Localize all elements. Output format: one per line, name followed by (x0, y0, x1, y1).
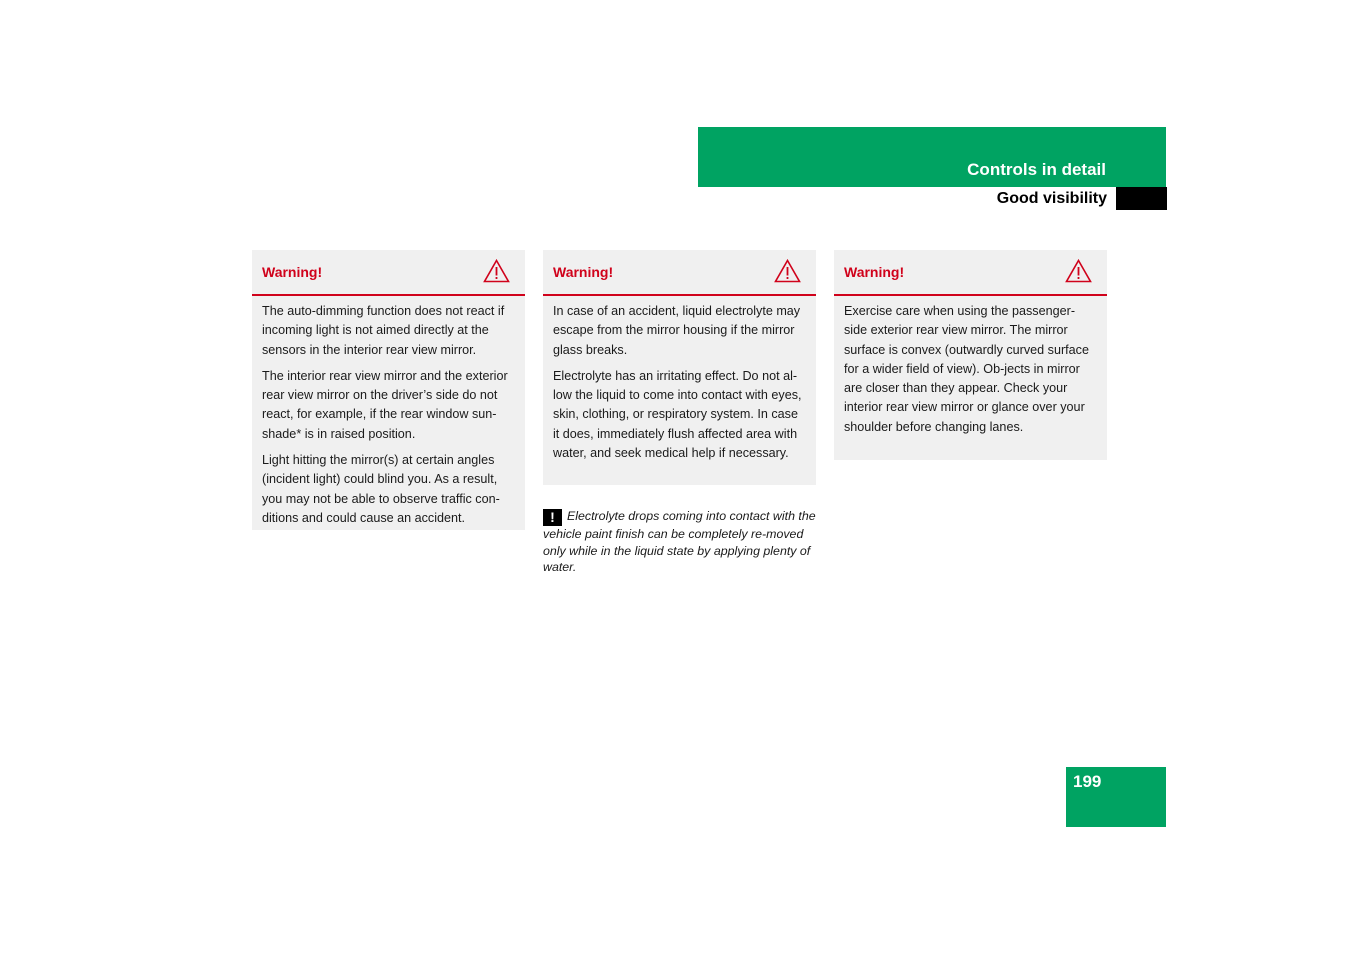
note-paint-finish (543, 508, 816, 576)
warning-paragraph: The auto-dimming function does not react if incoming light is not aimed directly at the sensors in the interior rear view mirror. (262, 304, 505, 357)
page-number-box (1066, 767, 1166, 827)
warning-body (543, 296, 816, 471)
warning-paragraph: Electrolyte has an irritating effect. Do not al-low the liquid to come into contact with eyes, skin, clothing, or respiratory system. In case it does, immediately flush affected area with water, and seek medical help if necessary. (553, 368, 802, 461)
warning-box-electrolyte (543, 250, 816, 485)
warning-header (252, 250, 525, 296)
warning-title: Warning! (844, 264, 905, 280)
subsection-title: Good visibility (996, 190, 1107, 207)
warning-paragraph: Exercise care when using the passenger-side exterior rear view mirror. The mirror surface is convex (outwardly curved surface for a wider field of view). Ob-jects in mirror are closer than they appear. Check your interior rear view mirror or glance over your shoulder before changing lanes. (844, 304, 1089, 434)
subsection-marker (1116, 187, 1167, 210)
warning-body (834, 296, 1107, 445)
note-text: Electrolyte drops coming into contact with the vehicle paint finish can be completely re-moved only while in the liquid state by applying plenty of water. (543, 509, 816, 575)
warning-title: Warning! (553, 264, 614, 280)
warning-header (543, 250, 816, 296)
exclamation-icon: ! (543, 509, 562, 526)
section-title: Controls in detail (967, 160, 1106, 179)
warning-title: Warning! (262, 264, 323, 280)
warning-paragraph: Light hitting the mirror(s) at certain angles (incident light) could blind you. As a result, you may not be able to observe traffic con-ditions and could cause an accident. (262, 453, 500, 525)
subsection-row (698, 187, 1167, 210)
warning-box-convex-mirror (834, 250, 1107, 460)
warning-header (834, 250, 1107, 296)
warning-body (252, 296, 525, 536)
warning-box-auto-dimming (252, 250, 525, 530)
warning-paragraph: In case of an accident, liquid electrolyte may escape from the mirror housing if the mirror glass breaks. (553, 304, 801, 357)
header-band (698, 127, 1166, 187)
warning-paragraph: The interior rear view mirror and the exterior rear view mirror on the driver’s side do not react, for example, if the rear window sun-shade* is in raised position. (262, 368, 508, 441)
warning-triangle-icon (774, 259, 801, 283)
warning-triangle-icon (483, 259, 510, 283)
page-number: 199 (1073, 772, 1102, 791)
warning-triangle-icon (1065, 259, 1092, 283)
